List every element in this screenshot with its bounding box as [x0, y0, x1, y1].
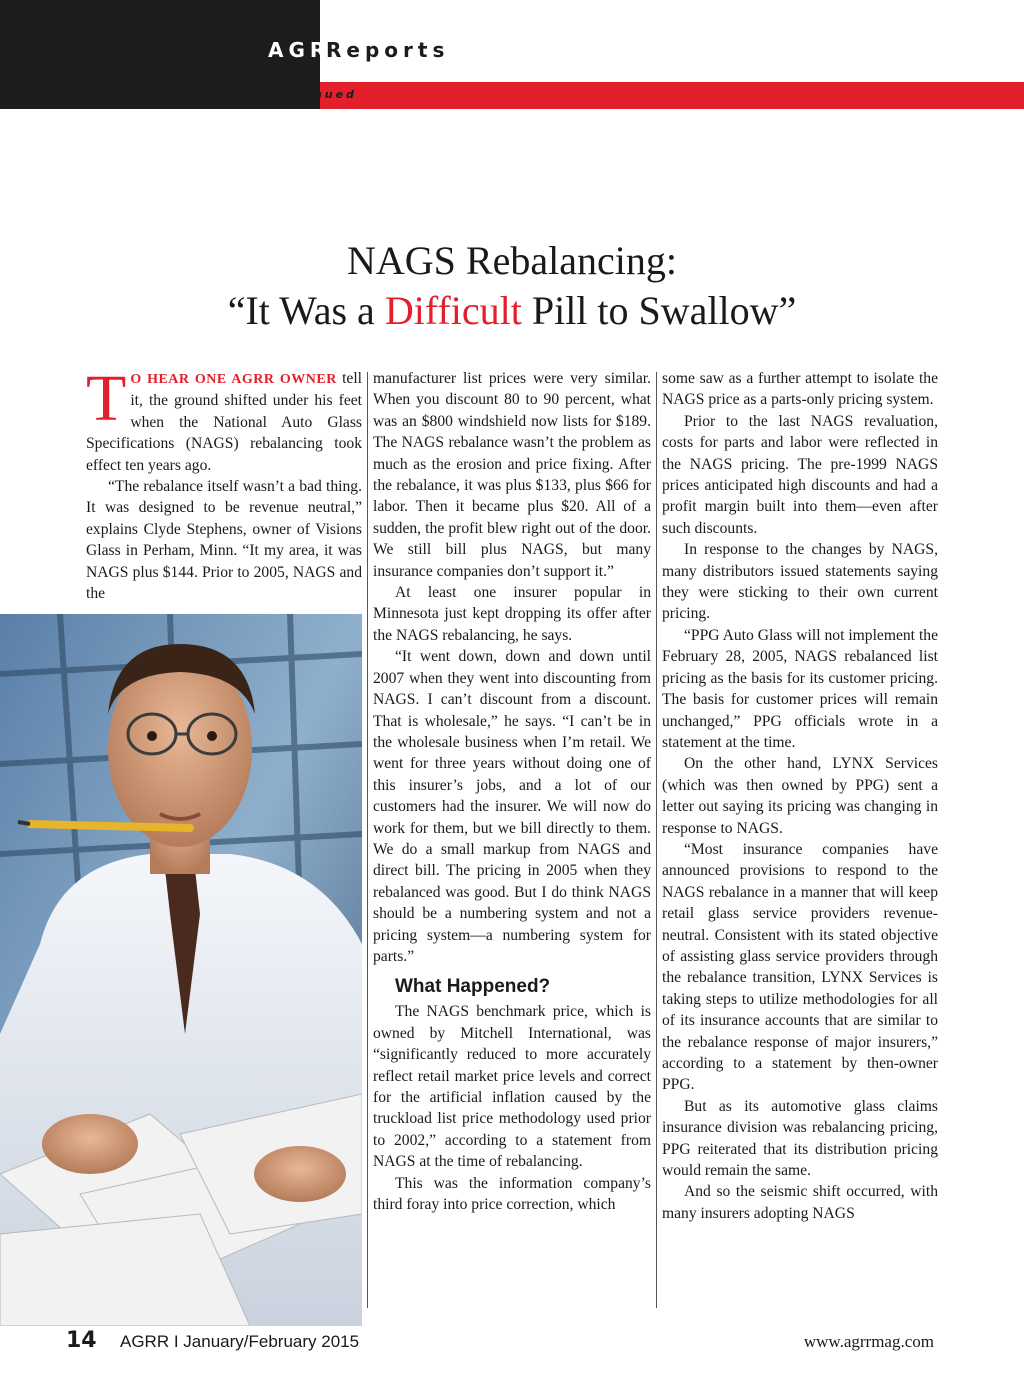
paragraph: Prior to the last NAGS revaluation, costs for parts and labor were reflected in the NAGS pricing. The pre-1999 NAGS prices anticipated high discounts and had a profit margin built into them—even after such discounts. — [662, 412, 938, 537]
article-title — [0, 236, 1024, 336]
website-link[interactable]: www.agrrmag.com — [803, 1332, 934, 1351]
paragraph: In response to the changes by NAGS, many distributors issued statements saying they were sticking to their own current pricing. — [662, 541, 938, 623]
lead-caps: O HEAR ONE AGRR OWNER — [130, 372, 337, 387]
section-label-prefix: AGR — [268, 38, 331, 62]
title-line-2-after: Pill to Swallow” — [521, 288, 797, 333]
column-divider-1 — [367, 372, 368, 1308]
publication-issue: AGRR I January/February 2015 — [120, 1332, 360, 1351]
paragraph: “The rebalance itself wasn’t a bad thing. It was designed to be revenue neutral,” explains Clyde Stephens, owner of Visions Glass in Perham, Minn. “It my area, it was NAGS plus $144. Prior to 2005, NAGS and the — [86, 478, 362, 603]
continued-label: continued — [268, 88, 357, 101]
paragraph: At least one insurer popular in Minnesota just kept dropping its offer after the NAGS rebalancing, he says. — [373, 584, 651, 644]
article-column-2 — [373, 368, 651, 1215]
paragraph: On the other hand, LYNX Services (which was then owned by PPG) sent a letter out saying its pricing was changing in response to NAGS. — [662, 755, 938, 837]
title-highlight-word: Difficult — [384, 288, 522, 333]
paragraph: “Most insurance companies have announced provisions to respond to the NAGS rebalance in a manner that will keep retail glass service providers revenue-neutral. Consistent with its stated objective of assisting glass service providers through the rebalance transition, LYNX Services is taking steps to utilize methodologies for all of its insurance accounts that are similar to the rebalance response of major insurers,” according to a statement by then-owner PPG. — [662, 840, 938, 1094]
paragraph: The NAGS benchmark price, which is owned by Mitchell International, was “significantly reduced to more accurately reflect retail market price levels and correct for the artificial inflation caused by the truckload list price methodology used prior to 2002,” according to a statement from NAGS at the time of rebalancing. — [373, 1003, 651, 1171]
paragraph: But as its automotive glass claims insurance division was rebalancing pricing, PPG reiterated that its distribution pricing would remain the same. — [662, 1097, 938, 1180]
page-number: 14 — [66, 1328, 97, 1353]
subheading: What Happened? — [395, 976, 551, 998]
paragraph: manufacturer list prices were very similar. When you discount 80 to 90 percent, what was an $800 windshield now lists for $189. The NAGS rebalance wasn’t the problem as much as the erosion and price fixing. After the rebalance, it was plus $133, plus $66 for labor. Then it became plus $20. All of a sudden, the profit blew right out of the door. We still bill plus NAGS, but many insurance companies don’t support it.” — [373, 370, 651, 580]
paragraph: And so the seismic shift occurred, with many insurers adopting NAGS — [662, 1183, 938, 1222]
paragraph: “PPG Auto Glass will not implement the February 28, 2005, NAGS rebalanced list pricing as the basis for its customer pricing. The basis for customer prices will remain unchanged,” PPG officials wrote in a statement at the time. — [662, 626, 938, 751]
title-line-2 — [0, 286, 1024, 336]
title-line-1: NAGS Rebalancing: — [347, 238, 677, 283]
paragraph: some saw as a further attempt to isolate the NAGS price as a parts-only pricing system. — [662, 370, 938, 409]
lead-text: tell it, the ground shifted under his feet when the National Auto Glass Specifications (NAGS) rebalancing took effect ten years ago. — [86, 370, 362, 474]
article-column-1 — [86, 362, 362, 604]
paragraph: This was the information company’s third foray into price correction, which — [373, 1174, 651, 1214]
title-line-2-before: “It Was a — [227, 288, 385, 333]
article-column-3 — [662, 368, 938, 1224]
paragraph: “It went down, down and down until 2007 when they went into discounting from NAGS. I can’t discount from a discount. That is wholesale,” he says. “I can’t be in the wholesale business when I’m retail. We went for three years without doing one of this insurer’s jobs, and a lot of our customers had the insurer. We will now do work for them, but we bill directly to them. We do a small markup from NAGS and direct bill. The pricing in 2005 when they rebalanced was good. But I do think NAGS should be a numbering system and not a pricing system—a numbering system for parts.” — [373, 648, 651, 965]
drop-cap: T — [86, 362, 127, 435]
column-divider-2 — [656, 372, 657, 1308]
lead-paragraph — [86, 362, 362, 476]
man-with-pencil-photo — [0, 614, 362, 1326]
section-label-suffix: Reports — [326, 38, 450, 62]
